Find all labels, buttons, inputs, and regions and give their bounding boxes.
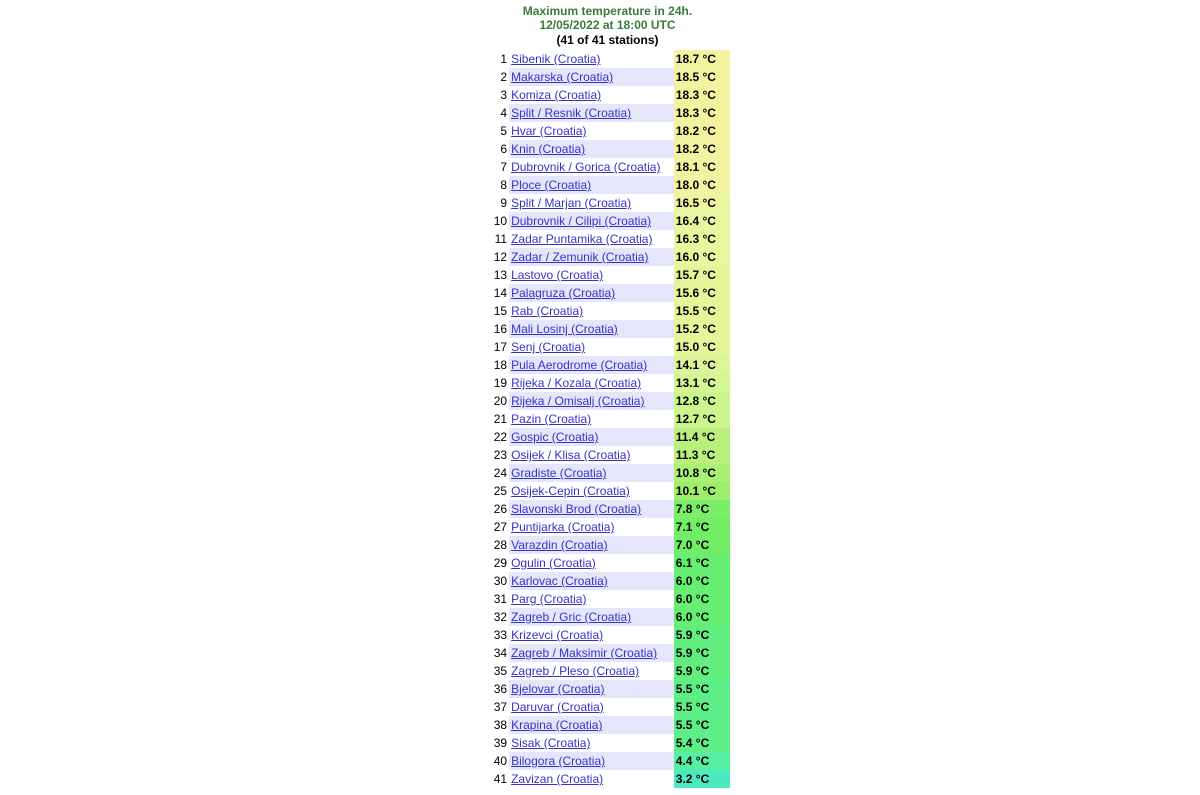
row-rank: 34 bbox=[485, 644, 509, 662]
row-rank: 4 bbox=[485, 104, 509, 122]
row-station-cell bbox=[509, 176, 674, 194]
row-temperature-value: 15.6 °C bbox=[674, 284, 730, 302]
row-station-cell bbox=[509, 140, 674, 158]
row-temperature-value: 7.8 °C bbox=[674, 500, 730, 518]
row-rank: 38 bbox=[485, 716, 509, 734]
station-link[interactable]: Zagreb / Gric (Croatia) bbox=[511, 610, 632, 624]
row-temperature-value: 18.0 °C bbox=[674, 176, 730, 194]
table-row bbox=[485, 230, 730, 248]
row-station-cell bbox=[509, 68, 674, 86]
table-row bbox=[485, 590, 730, 608]
row-temperature-value: 16.3 °C bbox=[674, 230, 730, 248]
row-station-cell bbox=[509, 608, 674, 626]
row-rank: 30 bbox=[485, 572, 509, 590]
station-link[interactable]: Zagreb / Pleso (Croatia) bbox=[511, 664, 640, 678]
table-row bbox=[485, 86, 730, 104]
station-link[interactable]: Sisak (Croatia) bbox=[511, 736, 591, 750]
station-link[interactable]: Gradiste (Croatia) bbox=[511, 466, 607, 480]
table-row bbox=[485, 68, 730, 86]
row-station-cell bbox=[509, 554, 674, 572]
row-temperature-value: 10.1 °C bbox=[674, 482, 730, 500]
row-temperature-value: 18.3 °C bbox=[674, 86, 730, 104]
station-link[interactable]: Palagruza (Croatia) bbox=[511, 286, 616, 300]
row-temperature-value: 12.8 °C bbox=[674, 392, 730, 410]
table-row bbox=[485, 698, 730, 716]
row-rank: 14 bbox=[485, 284, 509, 302]
row-temperature-value: 10.8 °C bbox=[674, 464, 730, 482]
table-row bbox=[485, 554, 730, 572]
table-row bbox=[485, 752, 730, 770]
row-station-cell bbox=[509, 248, 674, 266]
station-link[interactable]: Senj (Croatia) bbox=[511, 340, 586, 354]
row-rank: 28 bbox=[485, 536, 509, 554]
table-row bbox=[485, 464, 730, 482]
row-temperature-value: 15.5 °C bbox=[674, 302, 730, 320]
station-link[interactable]: Osijek / Klisa (Croatia) bbox=[511, 448, 631, 462]
table-row bbox=[485, 104, 730, 122]
table-row bbox=[485, 608, 730, 626]
row-station-cell bbox=[509, 320, 674, 338]
table-row bbox=[485, 212, 730, 230]
row-temperature-value: 5.5 °C bbox=[674, 698, 730, 716]
row-rank: 22 bbox=[485, 428, 509, 446]
row-station-cell bbox=[509, 266, 674, 284]
table-row bbox=[485, 626, 730, 644]
row-station-cell bbox=[509, 356, 674, 374]
station-link[interactable]: Dubrovnik / Cilipi (Croatia) bbox=[511, 214, 652, 228]
row-temperature-value: 7.0 °C bbox=[674, 536, 730, 554]
station-link[interactable]: Ogulin (Croatia) bbox=[511, 556, 596, 570]
row-rank: 25 bbox=[485, 482, 509, 500]
row-rank: 36 bbox=[485, 680, 509, 698]
station-link[interactable]: Zadar / Zemunik (Croatia) bbox=[511, 250, 649, 264]
station-link[interactable]: Varazdin (Croatia) bbox=[511, 538, 608, 552]
table-row bbox=[485, 662, 730, 680]
row-station-cell bbox=[509, 734, 674, 752]
row-station-cell bbox=[509, 482, 674, 500]
row-temperature-value: 5.9 °C bbox=[674, 662, 730, 680]
row-station-cell bbox=[509, 230, 674, 248]
row-rank: 6 bbox=[485, 140, 509, 158]
station-link[interactable]: Mali Losinj (Croatia) bbox=[511, 322, 618, 336]
title-line-2: 12/05/2022 at 18:00 UTC bbox=[539, 18, 676, 32]
row-rank: 17 bbox=[485, 338, 509, 356]
row-rank: 35 bbox=[485, 662, 509, 680]
row-station-cell bbox=[509, 158, 674, 176]
table-row bbox=[485, 50, 730, 68]
row-temperature-value: 15.2 °C bbox=[674, 320, 730, 338]
station-link[interactable]: Split / Resnik (Croatia) bbox=[511, 106, 632, 120]
row-station-cell bbox=[509, 50, 674, 68]
row-station-cell bbox=[509, 572, 674, 590]
row-rank: 20 bbox=[485, 392, 509, 410]
row-station-cell bbox=[509, 500, 674, 518]
row-station-cell bbox=[509, 122, 674, 140]
row-rank: 9 bbox=[485, 194, 509, 212]
table-row bbox=[485, 410, 730, 428]
row-rank: 21 bbox=[485, 410, 509, 428]
table-row bbox=[485, 284, 730, 302]
table-row bbox=[485, 158, 730, 176]
row-temperature-value: 18.1 °C bbox=[674, 158, 730, 176]
table-row bbox=[485, 176, 730, 194]
table-row bbox=[485, 482, 730, 500]
station-link[interactable]: Pula Aerodrome (Croatia) bbox=[511, 358, 648, 372]
row-temperature-value: 6.0 °C bbox=[674, 608, 730, 626]
row-rank: 15 bbox=[485, 302, 509, 320]
row-rank: 7 bbox=[485, 158, 509, 176]
row-temperature-value: 5.9 °C bbox=[674, 644, 730, 662]
station-link[interactable]: Zavizan (Croatia) bbox=[511, 772, 604, 786]
row-temperature-value: 18.2 °C bbox=[674, 140, 730, 158]
table-row bbox=[485, 428, 730, 446]
row-rank: 26 bbox=[485, 500, 509, 518]
row-rank: 2 bbox=[485, 68, 509, 86]
row-temperature-value: 12.7 °C bbox=[674, 410, 730, 428]
row-rank: 13 bbox=[485, 266, 509, 284]
row-temperature-value: 11.4 °C bbox=[674, 428, 730, 446]
row-station-cell bbox=[509, 212, 674, 230]
row-temperature-value: 13.1 °C bbox=[674, 374, 730, 392]
row-temperature-value: 14.1 °C bbox=[674, 356, 730, 374]
row-station-cell bbox=[509, 590, 674, 608]
table-row bbox=[485, 194, 730, 212]
table-row bbox=[485, 500, 730, 518]
station-link[interactable]: Krizevci (Croatia) bbox=[511, 628, 604, 642]
row-station-cell bbox=[509, 662, 674, 680]
station-count-subtitle: (41 of 41 stations) bbox=[556, 33, 659, 47]
table-row bbox=[485, 680, 730, 698]
row-station-cell bbox=[509, 464, 674, 482]
row-station-cell bbox=[509, 770, 674, 788]
station-link[interactable]: Bjelovar (Croatia) bbox=[511, 682, 605, 696]
row-rank: 41 bbox=[485, 770, 509, 788]
row-temperature-value: 6.0 °C bbox=[674, 572, 730, 590]
row-station-cell bbox=[509, 194, 674, 212]
row-station-cell bbox=[509, 284, 674, 302]
station-link[interactable]: Parg (Croatia) bbox=[511, 592, 587, 606]
row-temperature-value: 15.0 °C bbox=[674, 338, 730, 356]
station-link[interactable]: Rijeka / Omisalj (Croatia) bbox=[511, 394, 645, 408]
row-station-cell bbox=[509, 698, 674, 716]
table-row bbox=[485, 248, 730, 266]
row-station-cell bbox=[509, 392, 674, 410]
row-rank: 10 bbox=[485, 212, 509, 230]
row-temperature-value: 6.0 °C bbox=[674, 590, 730, 608]
row-rank: 3 bbox=[485, 86, 509, 104]
table-row bbox=[485, 356, 730, 374]
station-link[interactable]: Ploce (Croatia) bbox=[511, 178, 592, 192]
row-temperature-value: 16.0 °C bbox=[674, 248, 730, 266]
row-rank: 31 bbox=[485, 590, 509, 608]
row-temperature-value: 11.3 °C bbox=[674, 446, 730, 464]
station-link[interactable]: Slavonski Brod (Croatia) bbox=[511, 502, 642, 516]
station-link[interactable]: Sibenik (Croatia) bbox=[511, 52, 601, 66]
station-link[interactable]: Lastovo (Croatia) bbox=[511, 268, 604, 282]
row-station-cell bbox=[509, 752, 674, 770]
station-link[interactable]: Zadar Puntamika (Croatia) bbox=[511, 232, 653, 246]
row-station-cell bbox=[509, 446, 674, 464]
row-station-cell bbox=[509, 104, 674, 122]
station-link[interactable]: Makarska (Croatia) bbox=[511, 70, 614, 84]
table-row bbox=[485, 140, 730, 158]
row-rank: 8 bbox=[485, 176, 509, 194]
row-station-cell bbox=[509, 302, 674, 320]
row-temperature-value: 16.5 °C bbox=[674, 194, 730, 212]
row-temperature-value: 5.4 °C bbox=[674, 734, 730, 752]
table-row bbox=[485, 320, 730, 338]
row-temperature-value: 18.3 °C bbox=[674, 104, 730, 122]
station-link[interactable]: Komiza (Croatia) bbox=[511, 88, 602, 102]
station-link[interactable]: Bilogora (Croatia) bbox=[511, 754, 606, 768]
row-rank: 23 bbox=[485, 446, 509, 464]
table-row bbox=[485, 572, 730, 590]
station-link[interactable]: Split / Marjan (Croatia) bbox=[511, 196, 632, 210]
row-rank: 29 bbox=[485, 554, 509, 572]
station-link[interactable]: Rijeka / Kozala (Croatia) bbox=[511, 376, 642, 390]
station-link[interactable]: Dubrovnik / Gorica (Croatia) bbox=[511, 160, 661, 174]
table-row bbox=[485, 518, 730, 536]
row-rank: 16 bbox=[485, 320, 509, 338]
row-temperature-value: 18.2 °C bbox=[674, 122, 730, 140]
row-station-cell bbox=[509, 86, 674, 104]
row-rank: 12 bbox=[485, 248, 509, 266]
row-station-cell bbox=[509, 374, 674, 392]
table-row bbox=[485, 734, 730, 752]
station-link[interactable]: Karlovac (Croatia) bbox=[511, 574, 608, 588]
row-station-cell bbox=[509, 626, 674, 644]
page-title bbox=[485, 4, 730, 32]
row-temperature-value: 4.4 °C bbox=[674, 752, 730, 770]
station-link[interactable]: Krapina (Croatia) bbox=[511, 718, 603, 732]
row-station-cell bbox=[509, 428, 674, 446]
row-rank: 37 bbox=[485, 698, 509, 716]
table-row bbox=[485, 392, 730, 410]
table-body bbox=[485, 50, 730, 788]
row-station-cell bbox=[509, 518, 674, 536]
row-rank: 1 bbox=[485, 50, 509, 68]
row-station-cell bbox=[509, 536, 674, 554]
ranking-panel bbox=[485, 4, 730, 788]
table-row bbox=[485, 716, 730, 734]
row-station-cell bbox=[509, 644, 674, 662]
station-link[interactable]: Daruvar (Croatia) bbox=[511, 700, 604, 714]
row-station-cell bbox=[509, 410, 674, 428]
station-link[interactable]: Pazin (Croatia) bbox=[511, 412, 592, 426]
table-row bbox=[485, 536, 730, 554]
row-rank: 32 bbox=[485, 608, 509, 626]
row-rank: 39 bbox=[485, 734, 509, 752]
title-line-1: Maximum temperature in 24h. bbox=[522, 4, 693, 18]
row-rank: 11 bbox=[485, 230, 509, 248]
row-rank: 18 bbox=[485, 356, 509, 374]
row-rank: 40 bbox=[485, 752, 509, 770]
row-temperature-value: 15.7 °C bbox=[674, 266, 730, 284]
row-temperature-value: 16.4 °C bbox=[674, 212, 730, 230]
table-row bbox=[485, 770, 730, 788]
row-station-cell bbox=[509, 716, 674, 734]
row-temperature-value: 5.5 °C bbox=[674, 716, 730, 734]
table-row bbox=[485, 266, 730, 284]
row-temperature-value: 3.2 °C bbox=[674, 770, 730, 788]
row-rank: 33 bbox=[485, 626, 509, 644]
row-temperature-value: 18.5 °C bbox=[674, 68, 730, 86]
row-station-cell bbox=[509, 338, 674, 356]
table-row bbox=[485, 122, 730, 140]
table-row bbox=[485, 374, 730, 392]
row-rank: 27 bbox=[485, 518, 509, 536]
station-link[interactable]: Puntijarka (Croatia) bbox=[511, 520, 615, 534]
station-link[interactable]: Rab (Croatia) bbox=[511, 304, 584, 318]
row-temperature-value: 6.1 °C bbox=[674, 554, 730, 572]
station-link[interactable]: Hvar (Croatia) bbox=[511, 124, 587, 138]
station-link[interactable]: Gospic (Croatia) bbox=[511, 430, 599, 444]
table-row bbox=[485, 338, 730, 356]
row-rank: 24 bbox=[485, 464, 509, 482]
row-temperature-value: 5.5 °C bbox=[674, 680, 730, 698]
table-row bbox=[485, 446, 730, 464]
row-station-cell bbox=[509, 680, 674, 698]
temperature-ranking-table bbox=[485, 50, 730, 788]
row-temperature-value: 5.9 °C bbox=[674, 626, 730, 644]
row-rank: 19 bbox=[485, 374, 509, 392]
row-temperature-value: 18.7 °C bbox=[674, 50, 730, 68]
station-link[interactable]: Osijek-Cepin (Croatia) bbox=[511, 484, 630, 498]
station-link[interactable]: Zagreb / Maksimir (Croatia) bbox=[511, 646, 658, 660]
row-rank: 5 bbox=[485, 122, 509, 140]
row-temperature-value: 7.1 °C bbox=[674, 518, 730, 536]
table-row bbox=[485, 644, 730, 662]
station-link[interactable]: Knin (Croatia) bbox=[511, 142, 586, 156]
table-row bbox=[485, 302, 730, 320]
